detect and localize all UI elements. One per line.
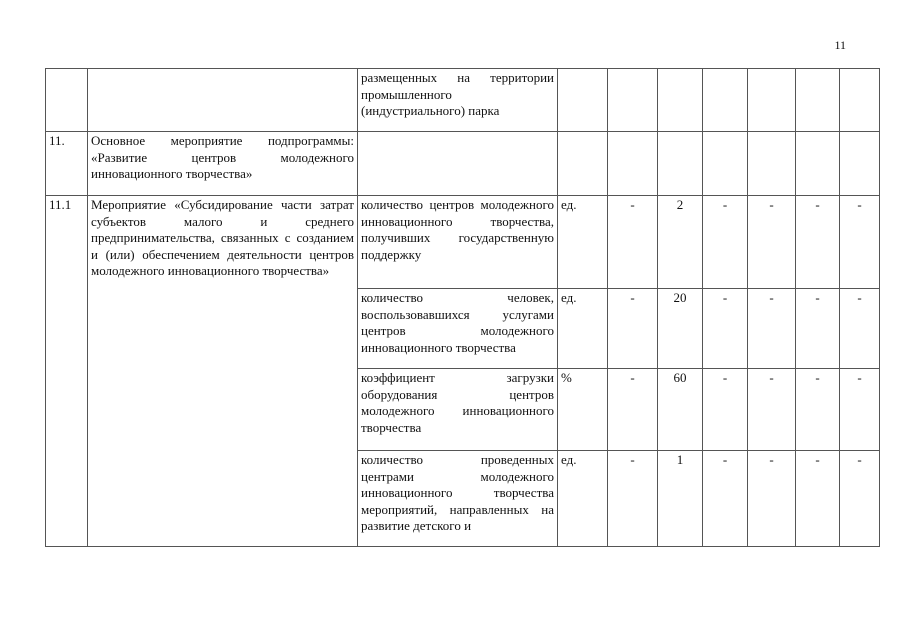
value-cell: 2 [658, 196, 703, 289]
value-cell: - [608, 451, 658, 547]
value-cell [748, 69, 796, 132]
indicator-name-cell [358, 132, 558, 196]
table-row [46, 132, 880, 196]
table-row [46, 69, 880, 132]
value-cell [703, 69, 748, 132]
value-cell: - [796, 369, 840, 451]
indicator-name-cell: размещенных на территории промышленного (индустриального) парка [358, 69, 558, 132]
value-cell: - [796, 196, 840, 289]
value-cell [796, 69, 840, 132]
value-cell: - [748, 451, 796, 547]
unit-cell [558, 132, 608, 196]
value-cell: - [796, 451, 840, 547]
value-cell: - [703, 196, 748, 289]
page-number: 11 [834, 38, 846, 52]
value-cell: - [608, 196, 658, 289]
value-cell: - [840, 196, 880, 289]
indicator-name-cell: количество человек, воспользовавшихся услугами центров молодежного инновационного творчества [358, 289, 558, 369]
indicator-name-cell: коэффициент загрузки оборудования центров молодежного инновационного творчества [358, 369, 558, 451]
value-cell: - [608, 369, 658, 451]
value-cell: - [703, 369, 748, 451]
value-cell [608, 69, 658, 132]
value-cell: - [703, 289, 748, 369]
value-cell [748, 132, 796, 196]
event-cell: Основное мероприятие подпрограммы: «Развитие центров молодежного инновационного творчества» [88, 132, 358, 196]
value-cell: 1 [658, 451, 703, 547]
indicator-name-cell: количество проведенных центрами молодежного инновационного творчества мероприятий, направленных на развитие детского и [358, 451, 558, 547]
value-cell: - [840, 289, 880, 369]
value-cell: - [703, 451, 748, 547]
value-cell: - [796, 289, 840, 369]
event-cell: Мероприятие «Субсидирование части затрат субъектов малого и среднего предпринимательства, связанных с созданием и (или) обеспечением деятельности центров молодежного инновационного творчества» [88, 196, 358, 547]
value-cell [840, 132, 880, 196]
unit-cell [558, 69, 608, 132]
value-cell: - [748, 196, 796, 289]
value-cell: - [748, 369, 796, 451]
value-cell: - [840, 451, 880, 547]
event-cell [88, 69, 358, 132]
value-cell [658, 132, 703, 196]
value-cell: 20 [658, 289, 703, 369]
value-cell [703, 132, 748, 196]
unit-cell: ед. [558, 196, 608, 289]
value-cell: 60 [658, 369, 703, 451]
value-cell [608, 132, 658, 196]
unit-cell: ед. [558, 289, 608, 369]
row-number-cell [46, 69, 88, 132]
row-number-cell: 11.1 [46, 196, 88, 547]
indicator-name-cell: количество центров молодежного инновационного творчества, получивших государственную поддержку [358, 196, 558, 289]
table-row [46, 196, 880, 289]
value-cell [658, 69, 703, 132]
value-cell: - [748, 289, 796, 369]
row-number-cell: 11. [46, 132, 88, 196]
indicators-table [45, 68, 880, 547]
unit-cell: % [558, 369, 608, 451]
value-cell [796, 132, 840, 196]
value-cell: - [840, 369, 880, 451]
value-cell: - [608, 289, 658, 369]
value-cell [840, 69, 880, 132]
unit-cell: ед. [558, 451, 608, 547]
